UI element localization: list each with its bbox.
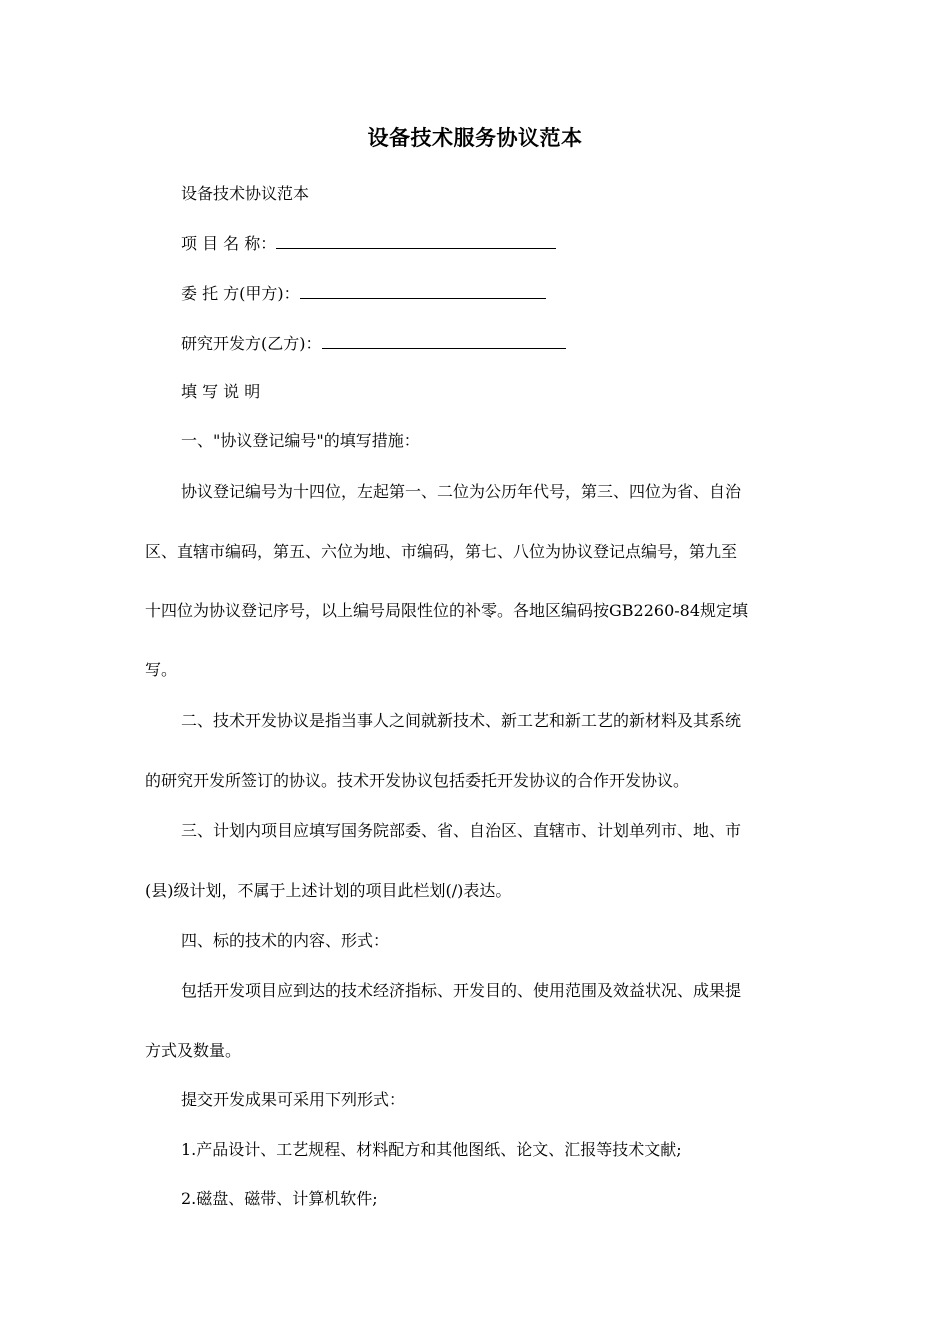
document-title: 设备技术服务协议范本 — [367, 125, 583, 150]
section2-line: 二、技术开发协议是指当事人之间就新技术、新工艺和新工艺的新材料及其系统 — [181, 711, 742, 730]
document-subtitle: 设备技术协议范本 — [181, 184, 310, 203]
section3-line: (县)级计划，不属于上述计划的项目此栏划(/)表达。 — [145, 881, 512, 900]
section1-line: 区、直辖市编码，第五、六位为地、市编码，第七、八位为协议登记点编号，第九至 — [145, 542, 738, 561]
section3-line: 三、计划内项目应填写国务院部委、省、自治区、直辖市、计划单列市、地、市 — [181, 821, 742, 840]
submit-item: 2.磁盘、磁带、计算机软件; — [181, 1189, 378, 1208]
section1-line: 协议登记编号为十四位，左起第一、二位为公历年代号，第三、四位为省、自治 — [181, 482, 742, 501]
project-name-label: 项 目 名 称： — [181, 234, 277, 253]
project-name-blank[interactable] — [276, 232, 556, 249]
instructions-heading: 填 写 说 明 — [181, 382, 261, 401]
section4-heading: 四、标的技术的内容、形式： — [181, 931, 390, 950]
client-label: 委 托 方(甲方)： — [181, 284, 300, 303]
section1-line: 写。 — [145, 660, 178, 679]
submit-item: 1.产品设计、工艺规程、材料配方和其他图纸、论文、汇报等技术文献; — [181, 1140, 682, 1159]
section1-line: 十四位为协议登记序号，以上编号局限性位的补零。各地区编码按GB2260-84规定填 — [145, 601, 749, 620]
developer-field — [181, 332, 566, 355]
submit-heading: 提交开发成果可采用下列形式： — [181, 1090, 406, 1109]
section2-line: 的研究开发所签订的协议。技术开发协议包括委托开发协议的合作开发协议。 — [145, 771, 690, 790]
developer-label: 研究开发方(乙方)： — [181, 334, 322, 353]
section1-heading: 一、"协议登记编号"的填写措施： — [181, 431, 420, 450]
client-blank[interactable] — [300, 282, 546, 299]
project-name-field — [181, 232, 556, 255]
section4-line: 方式及数量。 — [145, 1041, 242, 1060]
developer-blank[interactable] — [322, 332, 566, 349]
client-field — [181, 282, 546, 305]
section4-line: 包括开发项目应到达的技术经济指标、开发目的、使用范围及效益状况、成果提 — [181, 981, 742, 1000]
